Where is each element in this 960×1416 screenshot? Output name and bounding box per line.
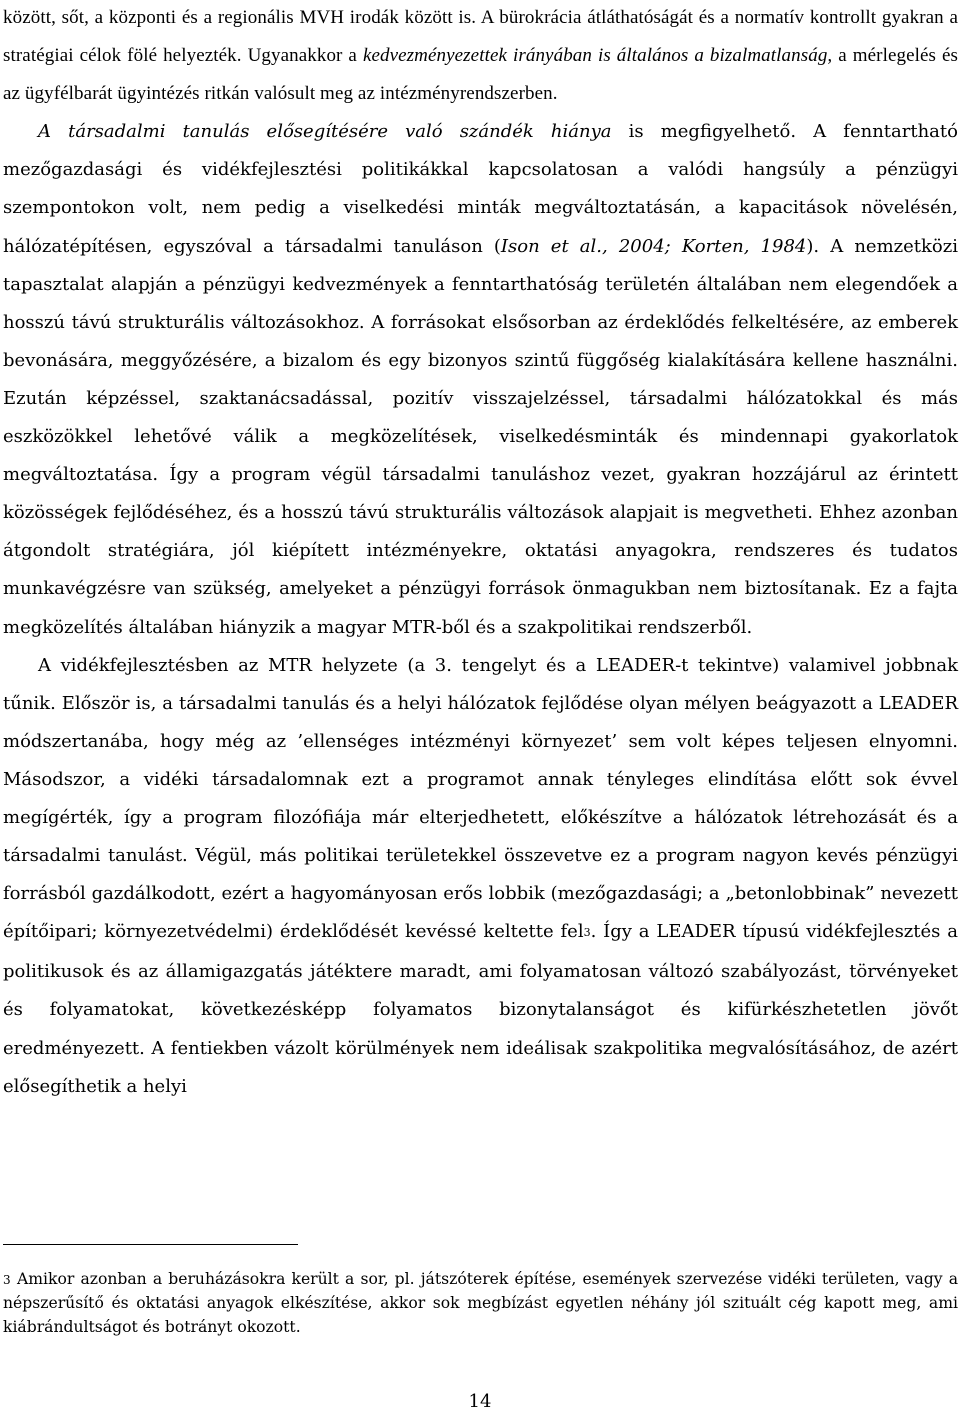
paragraph-text: A vidékfejlesztésben az MTR helyzete (a 3. tengelyt és a LEADER-t tekintve) valamivel jobbnak tűnik. Először is, a társadalmi tanulás és a helyi hálózatok fejlődése olyan mélyen beágyazott a LEADER módszertanába, hogy még az ’ellenséges intézményi környezet’ sem volt képes teljesen elnyomni. Másodszor, a vidéki társadalomnak ezt a programot annak tényleges elindítása előtt sok évvel megígérték, így a program filozófiája már elterjedhetett, előkészítve a hálózatok létrehozását és a társadalmi tanulást. Végül, más politikai területekkel összevetve ez a program nagyon kevés pénzügyi forrásból gazdálkodott, ezért a hagyományosan erős lobbik (mezőgazdasági; a „betonlobbinak” nevezett építőipari; környezetvédelmi) érdeklődését kevéssé keltette fel bbox=[3, 654, 958, 943]
emphasis-text: A társadalmi tanulás elősegítésére való szándék hiánya bbox=[38, 121, 612, 143]
emphasis-text: kedvezményezettek irányában is általános a bizalmatlanság, bbox=[362, 45, 833, 67]
paragraph-text: között, sőt, a központi és a regionális MVH irodák között is. A bürokrácia átláthatóságát és a normatív kontrollt gyakran a stratégiai célok fölé helyezték. Ugyanakkor a bbox=[3, 7, 958, 67]
footnote bbox=[3, 1268, 958, 1339]
footnote-reference[interactable]: 3 bbox=[583, 926, 591, 940]
paragraph-text: is megfigyelhető. A fenntartható mezőgazdasági és vidékfejlesztési politikákkal kapcsolatosan a valódi hangsúly a pénzügyi szempontokon volt, nem pedig a viselkedési minták megváltoztatásán, a kapacitások növelésén, hálózatépítésen, egyszóval a társadalmi tanuláson ( bbox=[3, 121, 958, 257]
paragraph-social-learning bbox=[3, 113, 958, 646]
footnote-text: Amikor azonban a beruházásokra került a sor, pl. játszóterek építése, események szervezése vidéki területen, vagy a népszerűsítő és oktatási anyagok elkészítése, akkor sok megbízást egyetlen néhány jól szituált cég kapott meg, ami kiábrándultságot és botrányt okozott. bbox=[3, 1270, 958, 1336]
footnote-separator bbox=[3, 1244, 298, 1245]
paragraph-text: ). A nemzetközi tapasztalat alapján a pénzügyi kedvezmények a fenntarthatóság területén általában nem elegendőek a hosszú távú strukturális változásokhoz. A forrásokat elsősorban az érdeklődés felkeltésére, az emberek bevonására, meggyőzésére, a bizalom és egy bizonyos szintű függőség kialakítására kellene használni. Ezután képzéssel, szaktanácsadással, pozitív visszajelzéssel, társadalmi hálózatokkal és más eszközökkel lehetővé válik a megközelítések, viselkedésminták és mindennapi gyakorlatok megváltoztatása. Így a program végül társadalmi tanuláshoz vezet, gyakran hozzájárul az érintett közösségek fejlődéséhez, és a hosszú távú strukturális változások alapjait is megvetheti. Ehhez azonban átgondolt stratégiára, jól kiépített intézményekre, oktatási anyagokra, rendszeres és tudatos munkavégzésre van szükség, amelyeket a pénzügyi források önmagukban nem biztosítanak. Ez a fajta megközelítés általában hiányzik a magyar MTR-ből és a szakpolitikai rendszerből. bbox=[3, 235, 958, 638]
paragraph-text: . Így a LEADER típusú vidékfejlesztés a politikusok és az államigazgatás játéktere maradt, ami folyamatosan változó szabályozást, törvényeket és folyamatokat, következésképp folyamatos bizonytalanságot és kifürkészhetetlen jövőt eredményezett. A fentiekben vázolt körülmények nem ideálisak szakpolitika megvalósításához, de azért elősegíthetik a helyi bbox=[3, 921, 958, 1097]
paragraph-continuation bbox=[3, 0, 958, 113]
paragraph-rural-development bbox=[3, 647, 958, 1106]
footnote-number: 3 bbox=[3, 1273, 11, 1287]
citation: Ison et al., 2004; Korten, 1984 bbox=[500, 235, 807, 257]
body-text bbox=[3, 0, 958, 1106]
paragraph-text: a mérlegelés és az ügyfélbarát ügyintézés ritkán valósult meg az intézményrendszerben. bbox=[3, 45, 959, 105]
page-number: 14 bbox=[468, 1391, 492, 1412]
